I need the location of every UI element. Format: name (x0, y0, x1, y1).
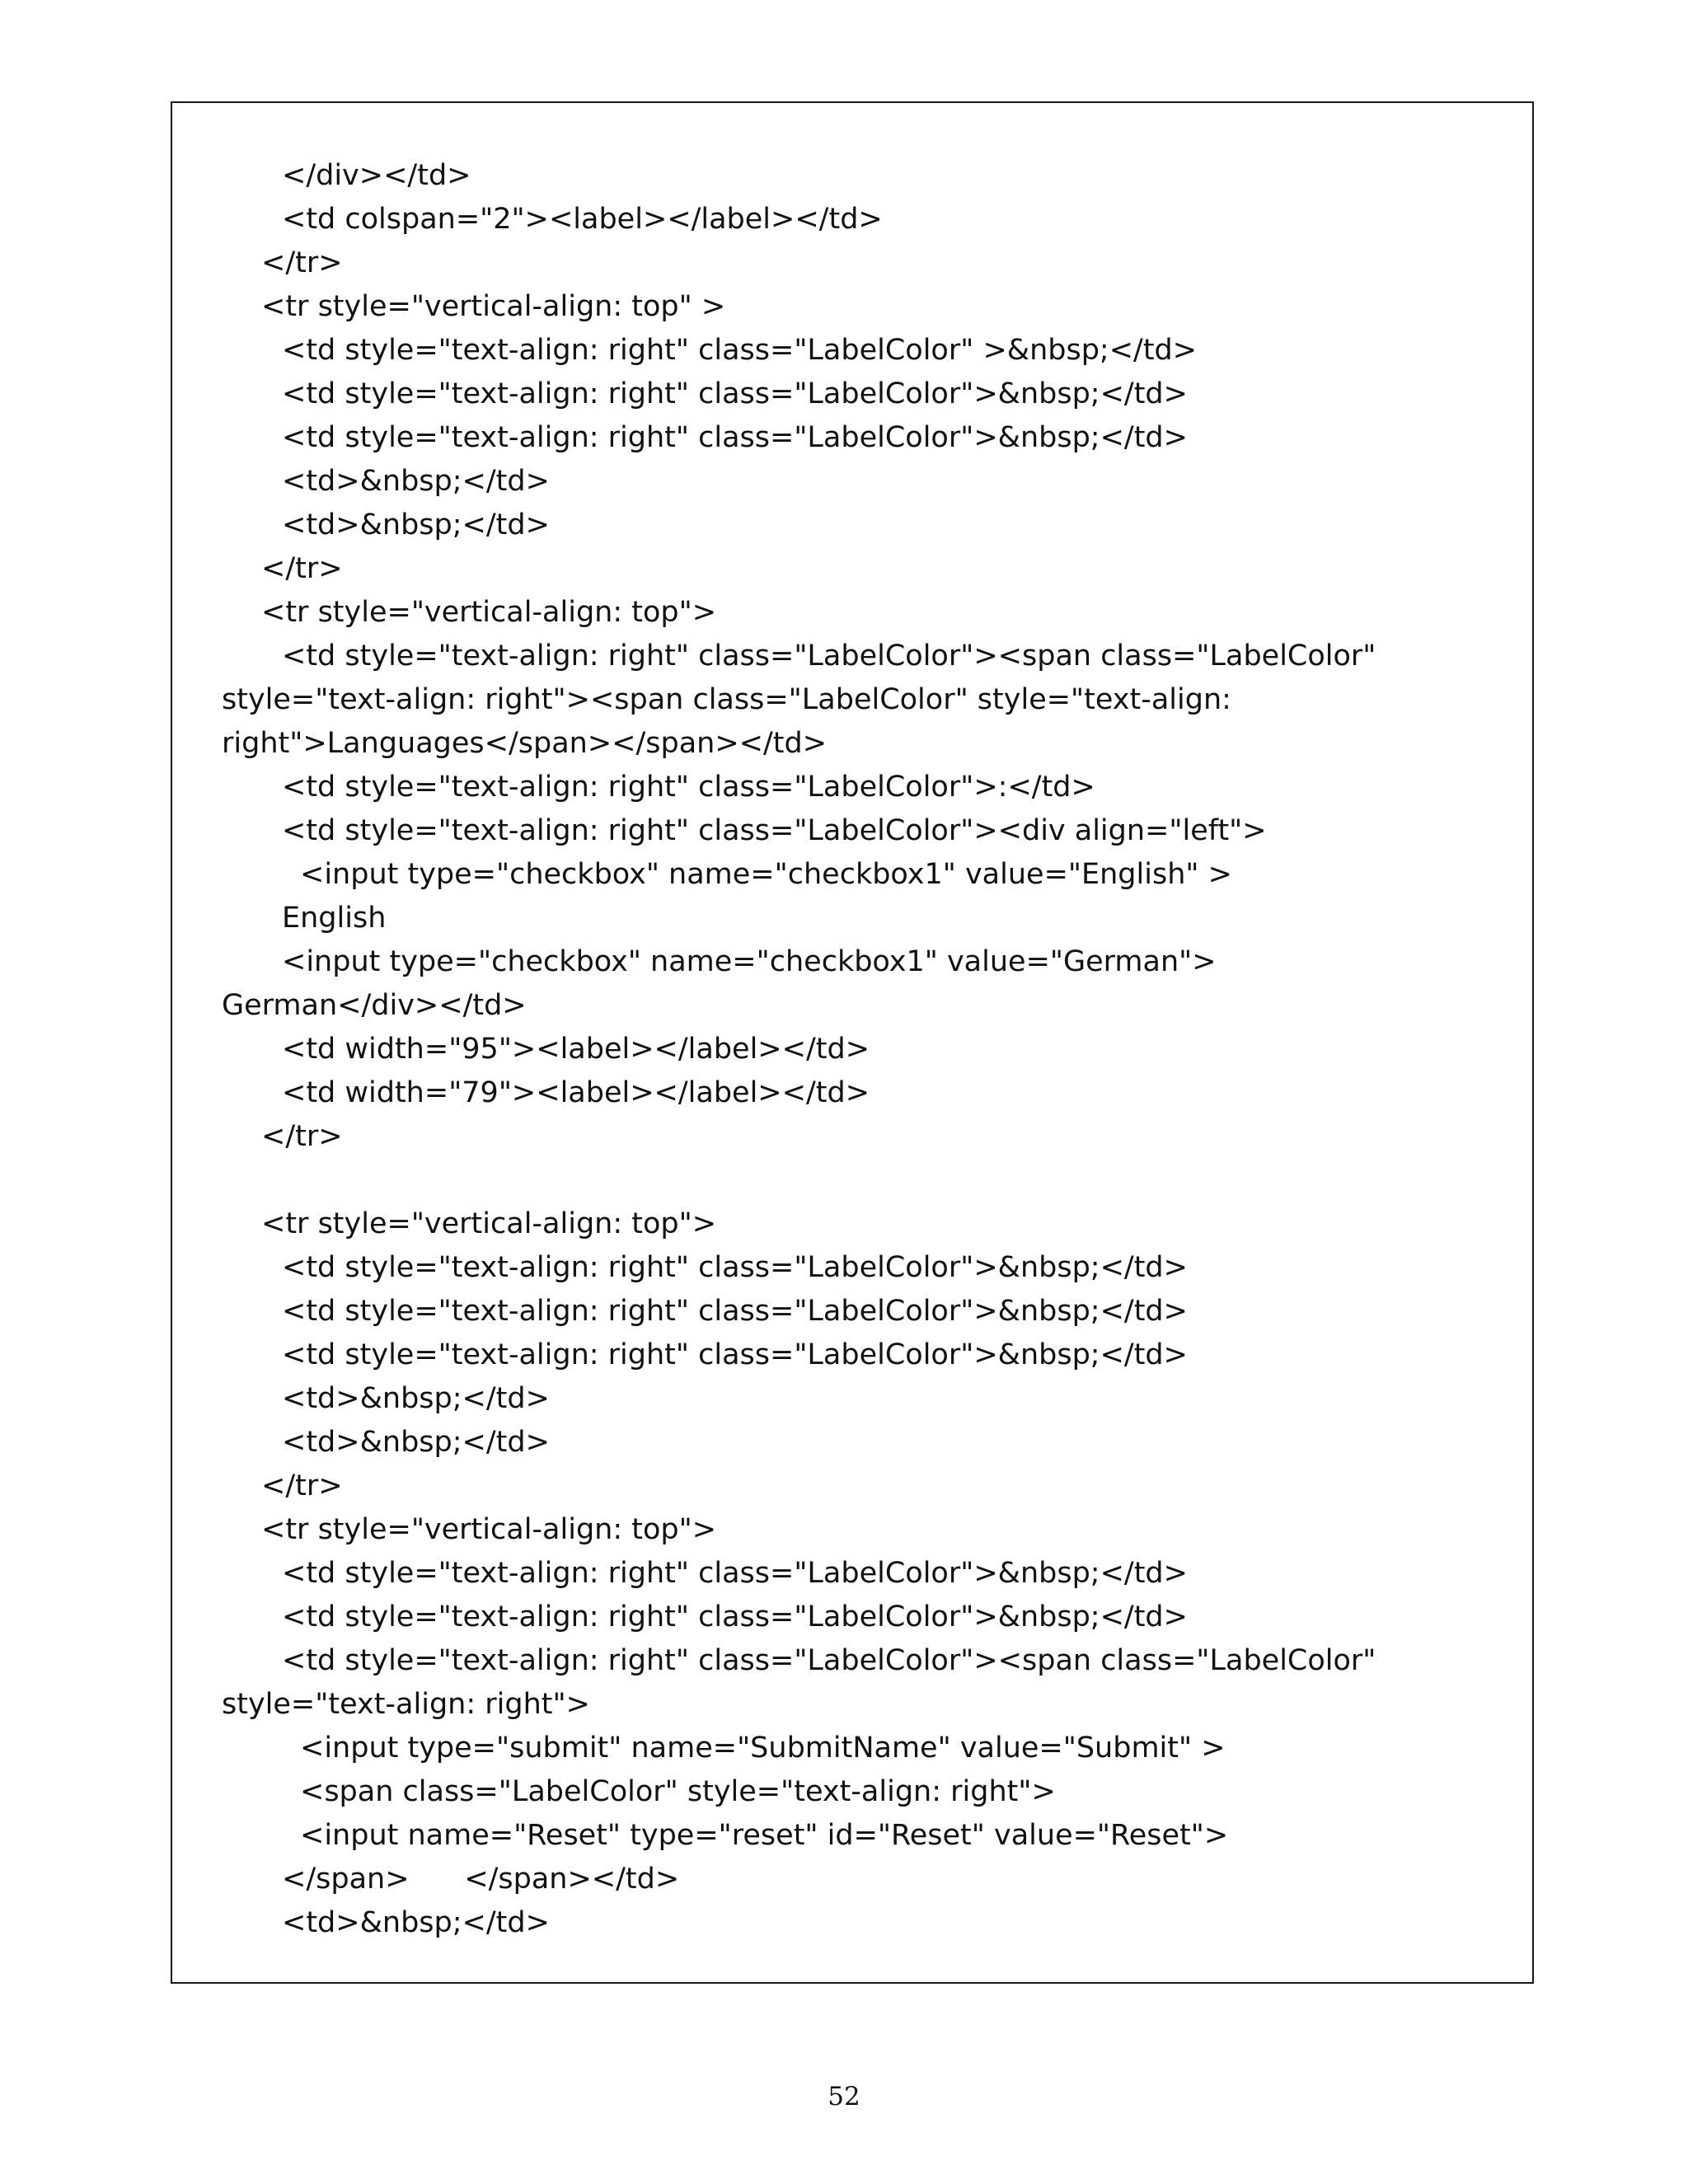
code-line: right">Languages</span></span></td> (222, 727, 828, 760)
code-line: <td colspan="2"><label></label></td> (282, 203, 883, 236)
code-line: <input name="Reset" type="reset" id="Reset" value="Reset"> (300, 1819, 1229, 1852)
code-line (172, 1159, 1376, 1202)
code-line: <td style="text-align: right" class="LabelColor">&nbsp;</td> (282, 421, 1188, 454)
code-line: <td>&nbsp;</td> (282, 1426, 550, 1459)
code-line: </tr> (261, 552, 343, 585)
code-line: <td>&nbsp;</td> (282, 509, 550, 541)
code-line: <td style="text-align: right" class="LabelColor">&nbsp;</td> (282, 1601, 1188, 1633)
code-listing (172, 154, 1376, 1945)
code-line: <tr style="vertical-align: top" > (261, 290, 726, 323)
code-line: <span class="LabelColor" style="text-align: right"> (300, 1775, 1056, 1808)
code-line: <td>&nbsp;</td> (282, 1382, 550, 1415)
code-line: <td style="text-align: right" class="LabelColor"><span class="LabelColor" (282, 1644, 1376, 1677)
code-line: <td style="text-align: right" class="LabelColor">&nbsp;</td> (282, 377, 1188, 410)
code-line: English (282, 902, 387, 935)
code-line: <td style="text-align: right" class="LabelColor"><div align="left"> (282, 814, 1267, 847)
code-line: <td style="text-align: right" class="LabelColor">&nbsp;</td> (282, 1295, 1188, 1328)
code-listing-box (171, 101, 1534, 1984)
code-line: <tr style="vertical-align: top"> (261, 596, 717, 629)
code-line: <input type="checkbox" name="checkbox1" value="German"> (282, 945, 1217, 978)
code-line: </span> </span></td> (282, 1863, 680, 1896)
code-line: <tr style="vertical-align: top"> (261, 1513, 717, 1546)
code-line: <td>&nbsp;</td> (282, 465, 550, 498)
page-number: 52 (828, 2082, 860, 2111)
code-line: </tr> (261, 246, 343, 279)
code-line: </div></td> (282, 159, 471, 192)
code-line: </tr> (261, 1120, 343, 1153)
code-line: German</div></td> (222, 989, 527, 1022)
code-line: <td style="text-align: right" class="LabelColor">&nbsp;</td> (282, 1251, 1188, 1284)
code-line: <td style="text-align: right" class="LabelColor">:</td> (282, 771, 1095, 804)
code-line: <td style="text-align: right" class="LabelColor">&nbsp;</td> (282, 1338, 1188, 1371)
code-line: style="text-align: right"><span class="LabelColor" style="text-align: (222, 683, 1231, 716)
code-line: style="text-align: right"> (222, 1688, 590, 1721)
code-line: <td width="95"><label></label></td> (282, 1033, 870, 1066)
code-line: <td style="text-align: right" class="LabelColor" >&nbsp;</td> (282, 334, 1198, 367)
code-line: <td>&nbsp;</td> (282, 1906, 550, 1939)
code-line: <td style="text-align: right" class="LabelColor">&nbsp;</td> (282, 1557, 1188, 1590)
code-line: <tr style="vertical-align: top"> (261, 1207, 717, 1240)
code-line: </tr> (261, 1469, 343, 1502)
code-line: <td width="79"><label></label></td> (282, 1076, 870, 1109)
code-line: <input type="submit" name="SubmitName" value="Submit" > (300, 1732, 1226, 1765)
code-line: <input type="checkbox" name="checkbox1" value="English" > (300, 858, 1232, 891)
code-line: <td style="text-align: right" class="LabelColor"><span class="LabelColor" (282, 640, 1376, 673)
